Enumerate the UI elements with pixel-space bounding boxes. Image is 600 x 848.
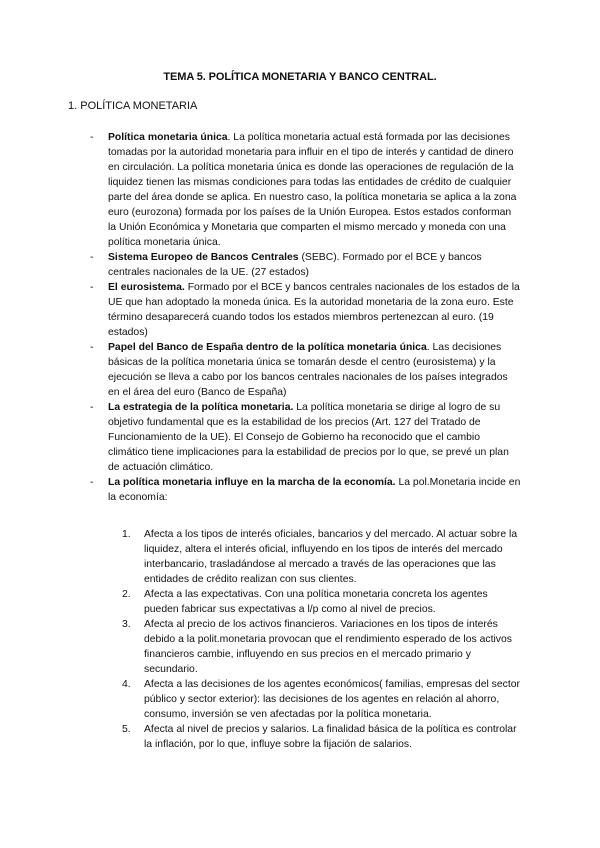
bullet-text: La pol.Monetaria incide en la economía: [108, 477, 521, 503]
dash-marker: - [90, 477, 94, 488]
item-number: 1. [122, 529, 131, 540]
bullet-heading: El eurosistema. [108, 282, 185, 293]
item-text: Afecta a las decisiones de los agentes económicos( familias, empresas del sector público y sector exterior): las decisiones de los agentes en relación al ahorro, consumo, inversión se ven afectadas por la política monetaria. [144, 679, 520, 720]
numbered-item [122, 722, 522, 752]
bullet-heading: Sistema Europeo de Bancos Centrales [108, 252, 299, 263]
bullet-text: . La política monetaria actual está formada por las decisiones tomadas por la autoridad monetaria para influir en el tipo de interés y cantidad de dinero en circulación. La política monetaria única es donde las operaciones de regulación de la liquidez tienen las mismas condiciones para todas las entidades de crédito de cualquier parte del área donde se aplica. En nuestro caso, la política monetaria se aplica a la zona euro (eurozona) formada por los países de la Unión Europea. Estos estados conforman la Unión Económica y Monetaria que comparten el mismo mercado y moneda con una política monetaria única. [108, 132, 517, 248]
item-number: 4. [122, 679, 131, 690]
section-heading: 1. POLÍTICA MONETARIA [68, 100, 198, 112]
bullet-text: Formado por el BCE y bancos centrales nacionales de los estados de la UE que han adoptado la moneda única. Es la autoridad monetaria de la zona euro. Este término desaparecerá cuando todos los estados miembros pertenezcan al euro. (19 estados) [108, 282, 520, 338]
dash-marker: - [90, 252, 94, 263]
bullet-heading: La estrategia de la política monetaria. [108, 402, 294, 413]
numbered-item [122, 527, 522, 587]
numbered-item [122, 677, 522, 722]
numbered-item [122, 617, 522, 677]
bullet-text: . Las decisiones básicas de la política monetaria única se tomarán desde el centro (eurosistema) y la ejecución se lleva a cabo por los bancos centrales nacionales de los países integrados en el área del euro (Banco de España) [108, 342, 508, 398]
item-text: Afecta al nivel de precios y salarios. La finalidad básica de la política es controlar la inflación, por lo que, influye sobre la fijación de salarios. [144, 724, 517, 750]
bullet-item [90, 475, 522, 752]
numbered-list [122, 527, 522, 752]
document-title: TEMA 5. POLÍTICA MONETARIA Y BANCO CENTRAL. [163, 71, 437, 83]
item-number: 3. [122, 619, 131, 630]
bullet-heading: Política monetaria única [108, 132, 228, 143]
item-text: Afecta al precio de los activos financieros. Variaciones en los tipos de interés debido a la polit.monetaria provocan que el rendimiento esperado de los activos financieros cambie, influyendo en sus precios en el mercado primario y secundario. [144, 619, 512, 675]
numbered-item [122, 587, 522, 617]
dash-marker: - [90, 132, 94, 143]
bullet-item [90, 250, 522, 280]
bullet-heading: Papel del Banco de España dentro de la política monetaria única [108, 342, 427, 353]
dash-marker: - [90, 342, 94, 353]
dash-marker: - [90, 282, 94, 293]
bullet-item [90, 340, 522, 400]
item-number: 5. [122, 724, 131, 735]
bullet-list [90, 130, 522, 752]
bullet-item [90, 280, 522, 340]
bullet-item [90, 400, 522, 475]
item-text: Afecta a las expectativas. Con una política monetaria concreta los agentes pueden fabricar sus expectativas a l/p como al nivel de precios. [144, 589, 488, 615]
bullet-text: La política monetaria se dirige al logro de su objetivo fundamental que es la estabilidad de los precios (Art. 127 del Tratado de Funcionamiento de la UE). El Consejo de Gobierno ha reconocido que el cambio climático tiene implicaciones para la estabilidad de precios por lo que, se prevé un plan de actuación climático. [108, 402, 509, 473]
bullet-heading: La política monetaria influye en la marcha de la economía. [108, 477, 396, 488]
item-number: 2. [122, 589, 131, 600]
item-text: Afecta a los tipos de interés oficiales, bancarios y del mercado. Al actuar sobre la liquidez, altera el interés oficial, influyendo en los tipos de interés del mercado interbancario, trasladándose al mercado a través de las operaciones que las entidades de crédito realizan con sus clientes. [144, 529, 518, 585]
bullet-text: (SEBC). Formado por el BCE y bancos centrales nacionales de la UE. (27 estados) [108, 252, 482, 278]
dash-marker: - [90, 402, 94, 413]
bullet-item [90, 130, 522, 250]
